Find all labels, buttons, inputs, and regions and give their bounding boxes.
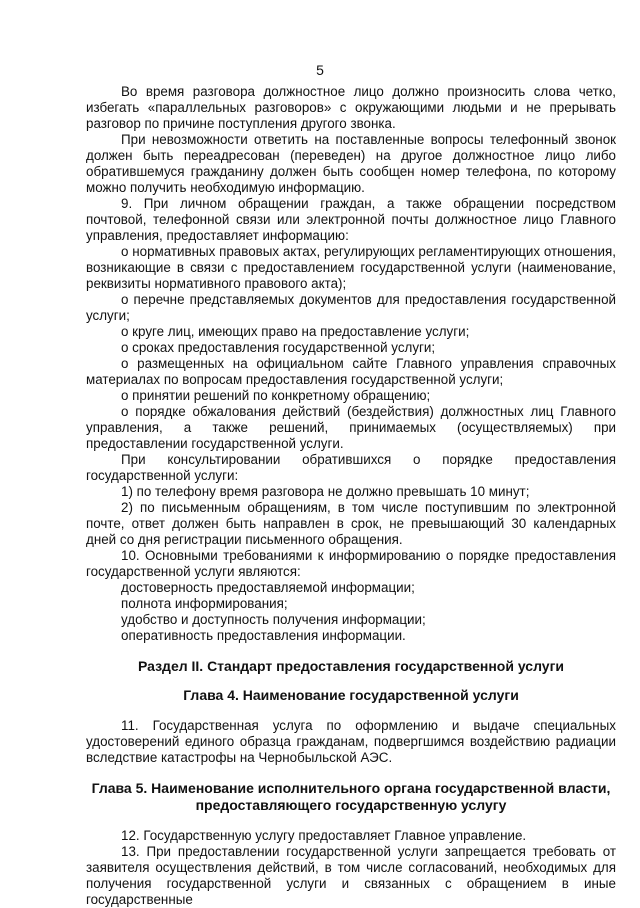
list-item-completeness: полнота информирования; [121, 596, 288, 611]
list-item-promptness: оперативность предоставления информации. [121, 628, 406, 643]
list-item-terms: о сроках предоставления государственной услуги; [121, 340, 436, 355]
list-item-decisions: о принятии решений по конкретному обращению; [121, 388, 431, 403]
list-item-phone-limit: 1) по телефону время разговора не должно превышать 10 минут; [121, 484, 530, 499]
list-item-convenience: удобство и доступность получения информации; [121, 612, 426, 627]
list-item-website-materials: о размещенных на официальном сайте Главного управления справочных материалах по вопросам предоставления государственной услуги; [86, 356, 616, 387]
list-item-reliability: достоверность предоставляемой информации; [121, 580, 415, 595]
list-item-documents: о перечне представляемых документов для предоставления государственной услуги; [86, 292, 616, 323]
list-item-normative-acts: о нормативных правовых актах, регулирующих регламентирующих отношения, возникающие в связи с предоставлением государственной услуги (наименование, реквизиты нормативного правового акта); [86, 244, 616, 291]
chapter-5-heading: Глава 5. Наименование исполнительного органа государственной власти, предоставляющего государственную услугу [91, 780, 611, 813]
paragraph-redirect-call: При невозможности ответить на поставленные вопросы телефонный звонок должен быть переадресован (переведен) на другое должностное лицо либо обратившемуся гражданину должен быть сообщен номер телефона, по которому можно получить необходимую информацию. [86, 132, 616, 195]
chapter-4-heading: Глава 4. Наименование государственной услуги [183, 687, 519, 703]
section-heading: Раздел II. Стандарт предоставления государственной услуги [137, 658, 565, 674]
document-body [86, 84, 616, 908]
list-item-appeal: о порядке обжалования действий (бездействия) должностных лиц Главного управления, а также решений, принимаемых (осуществляемых) при предоставлении государственной услуги. [86, 404, 616, 451]
paragraph-item-11: 11. Государственная услуга по оформлению и выдаче специальных удостоверений единого образца гражданам, подвергшимся воздействию радиации вследствие катастрофы на Чернобыльской АЭС. [86, 718, 616, 765]
list-item-persons: о круге лиц, имеющих право на предоставление услуги; [121, 324, 470, 339]
paragraph-item-10: 10. Основными требованиями к информированию о порядке предоставления государственной услуги являются: [86, 548, 616, 579]
paragraph-consulting: При консультировании обратившихся о порядке предоставления государственной услуги: [86, 452, 616, 483]
page-number: 5 [316, 62, 324, 78]
paragraph-item-13: 13. При предоставлении государственной услуги запрещается требовать от заявителя осуществления действий, в том числе согласований, необходимых для получения государственной услуги и связанных с обращением в иные государственные [86, 844, 616, 907]
paragraph-item-9: 9. При личном обращении граждан, а также обращении посредством почтовой, телефонной связи или электронной почты должностное лицо Главного управления, предоставляет информацию: [86, 196, 616, 243]
paragraph-conversation-rules: Во время разговора должностное лицо должно произносить слова четко, избегать «параллельных разговоров» с окружающими людьми и не прерывать разговор по причине поступления другого звонка. [86, 84, 616, 131]
list-item-written-requests: 2) по письменным обращениям, в том числе поступившим по электронной почте, ответ должен быть направлен в срок, не превышающий 30 календарных дней со дня регистрации письменного обращения. [86, 500, 616, 547]
paragraph-item-12: 12. Государственную услугу предоставляет Главное управление. [121, 828, 527, 843]
